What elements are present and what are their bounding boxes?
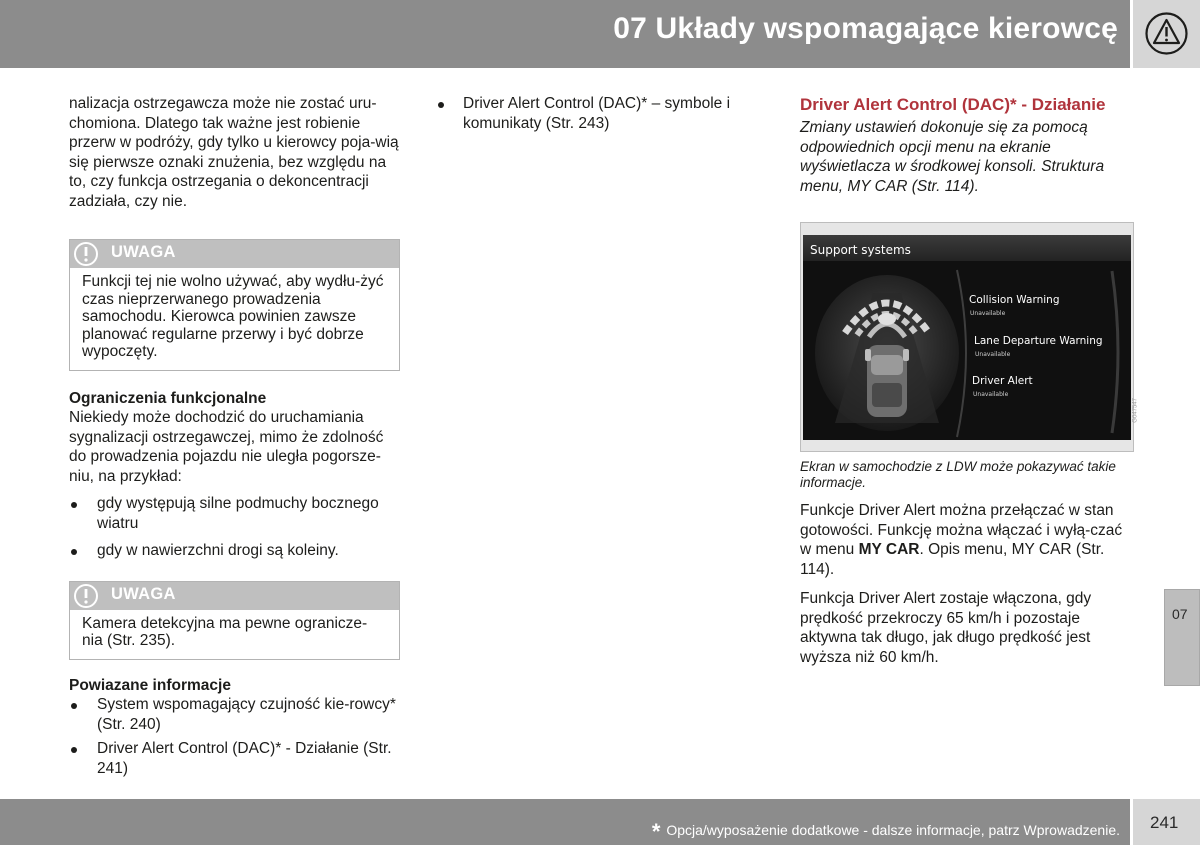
section-heading: Ograniczenia funkcjonalne [69,389,267,407]
display-screen [803,235,1131,440]
car-radar-illustration [815,273,965,438]
note-box [69,239,400,371]
menu-item-collision-warning: Collision Warning [969,294,1060,306]
paragraph: Funkcja Driver Alert zostaje włączona, gdy prędkość przekroczy 65 km/h i pozostaje aktywna tak długo, jak długo prędkość jest wyższa niż 60 km/h. [800,590,1092,666]
list-item: gdy występują silne podmuchy bocznego wiatru [69,494,400,533]
menu-item-driver-alert: Driver Alert [972,375,1033,387]
note-body: Kamera detekcyjna ma pewne ogranicze-nia (Str. 235). [82,614,368,649]
page-number: 241 [1150,813,1179,832]
bullet-icon [71,502,77,508]
bullet-icon [71,747,77,753]
paragraph: nalizacja ostrzegawcza może nie zostać uru-chomiona. Dlatego tak ważne jest robienie przerw w podróży, gdy tylko u kierowcy poja-wią się pierwsze oznaki znużenia, bez względu na to, czy funkcja ostrzegania o dekoncentracji zadziała, czy nie. [69,95,399,210]
note-body: Funkcji tej nie wolno używać, aby wydłu-żyć czas nieprzerwanego prowadzenia samochodu. Kierowca powinien zawsze planować regularne przerwy i być dobrze wypoczęty. [82,273,384,360]
column-middle [436,94,756,133]
note-header [70,240,399,268]
chapter-tab [1164,589,1200,686]
section-title: Driver Alert Control (DAC)* - Działanie [800,95,1106,114]
footer-note: * Opcja/wyposażenie dodatkowe - dalsze informacje, patrz Wprowadzenie. [651,819,1120,844]
chapter-header [0,0,1130,68]
note-header [70,582,399,610]
page-footer [0,799,1130,845]
paragraph: Funkcje Driver Alert można przełączać w stan gotowości. Funkcję można włączać i wyłą-czać w menu MY CAR. Opis menu, MY CAR (Str. 114). [800,502,1123,578]
bullet-icon [438,102,444,108]
related-links-list [69,695,400,778]
list-item: gdy w nawierzchni drogi są koleiny. [69,541,400,561]
column-left [69,94,400,778]
column-right [800,94,1139,667]
menu-item-lane-departure: Lane Departure Warning [974,335,1103,347]
menu-item-status: Unavailable [970,310,1006,317]
related-link[interactable]: Driver Alert Control (DAC)* - Działanie (Str. 241) [69,739,400,778]
warning-triangle-icon [1145,12,1188,55]
intro-text: Zmiany ustawień dokonuje się za pomocą odpowiednich opcji menu na ekranie wyświetlacza w środkowej konsoli. Struktura menu, MY CAR (Str. 114). [800,119,1105,195]
chapter-title: 07 Układy wspomagające kierowcę [613,12,1118,45]
scroll-track [1108,267,1128,437]
menu-name: MY CAR [858,541,920,558]
related-link[interactable]: Driver Alert Control (DAC)* – symbole i komunikaty (Str. 243) [436,94,756,133]
note-box [69,581,400,660]
section-heading: Powiazane informacje [69,676,231,694]
page-number-box [1133,799,1200,845]
figure-caption: Ekran w samochodzie z LDW może pokazywać takie informacje. [800,459,1116,490]
info-icon [73,241,99,267]
menu-item-status: Unavailable [973,391,1009,398]
asterisk-icon: * [651,819,661,844]
chapter-icon-box [1133,0,1200,68]
menu-item-status: Unavailable [975,351,1011,358]
bullet-icon [71,549,77,555]
bullet-list [69,494,400,561]
screen-header-label: Support systems [810,243,911,257]
related-links-list [436,94,756,133]
screen-figure [800,222,1139,452]
related-link[interactable]: System wspomagający czujność kie-rowcy* (Str. 240) [69,695,400,734]
figure-code: G047547 [1133,398,1139,423]
note-title: UWAGA [111,243,176,261]
screen-header-bar [803,235,1131,261]
chapter-tab-label: 07 [1172,606,1188,622]
info-icon [73,583,99,609]
note-title: UWAGA [111,584,176,603]
bullet-icon [71,703,77,709]
paragraph: Niekiedy może dochodzić do uruchamiania sygnalizacji ostrzegawczej, mimo że zdolność do prowadzenia pojazdu nie uległa pogorsze-niu, na przykład: [69,409,384,485]
